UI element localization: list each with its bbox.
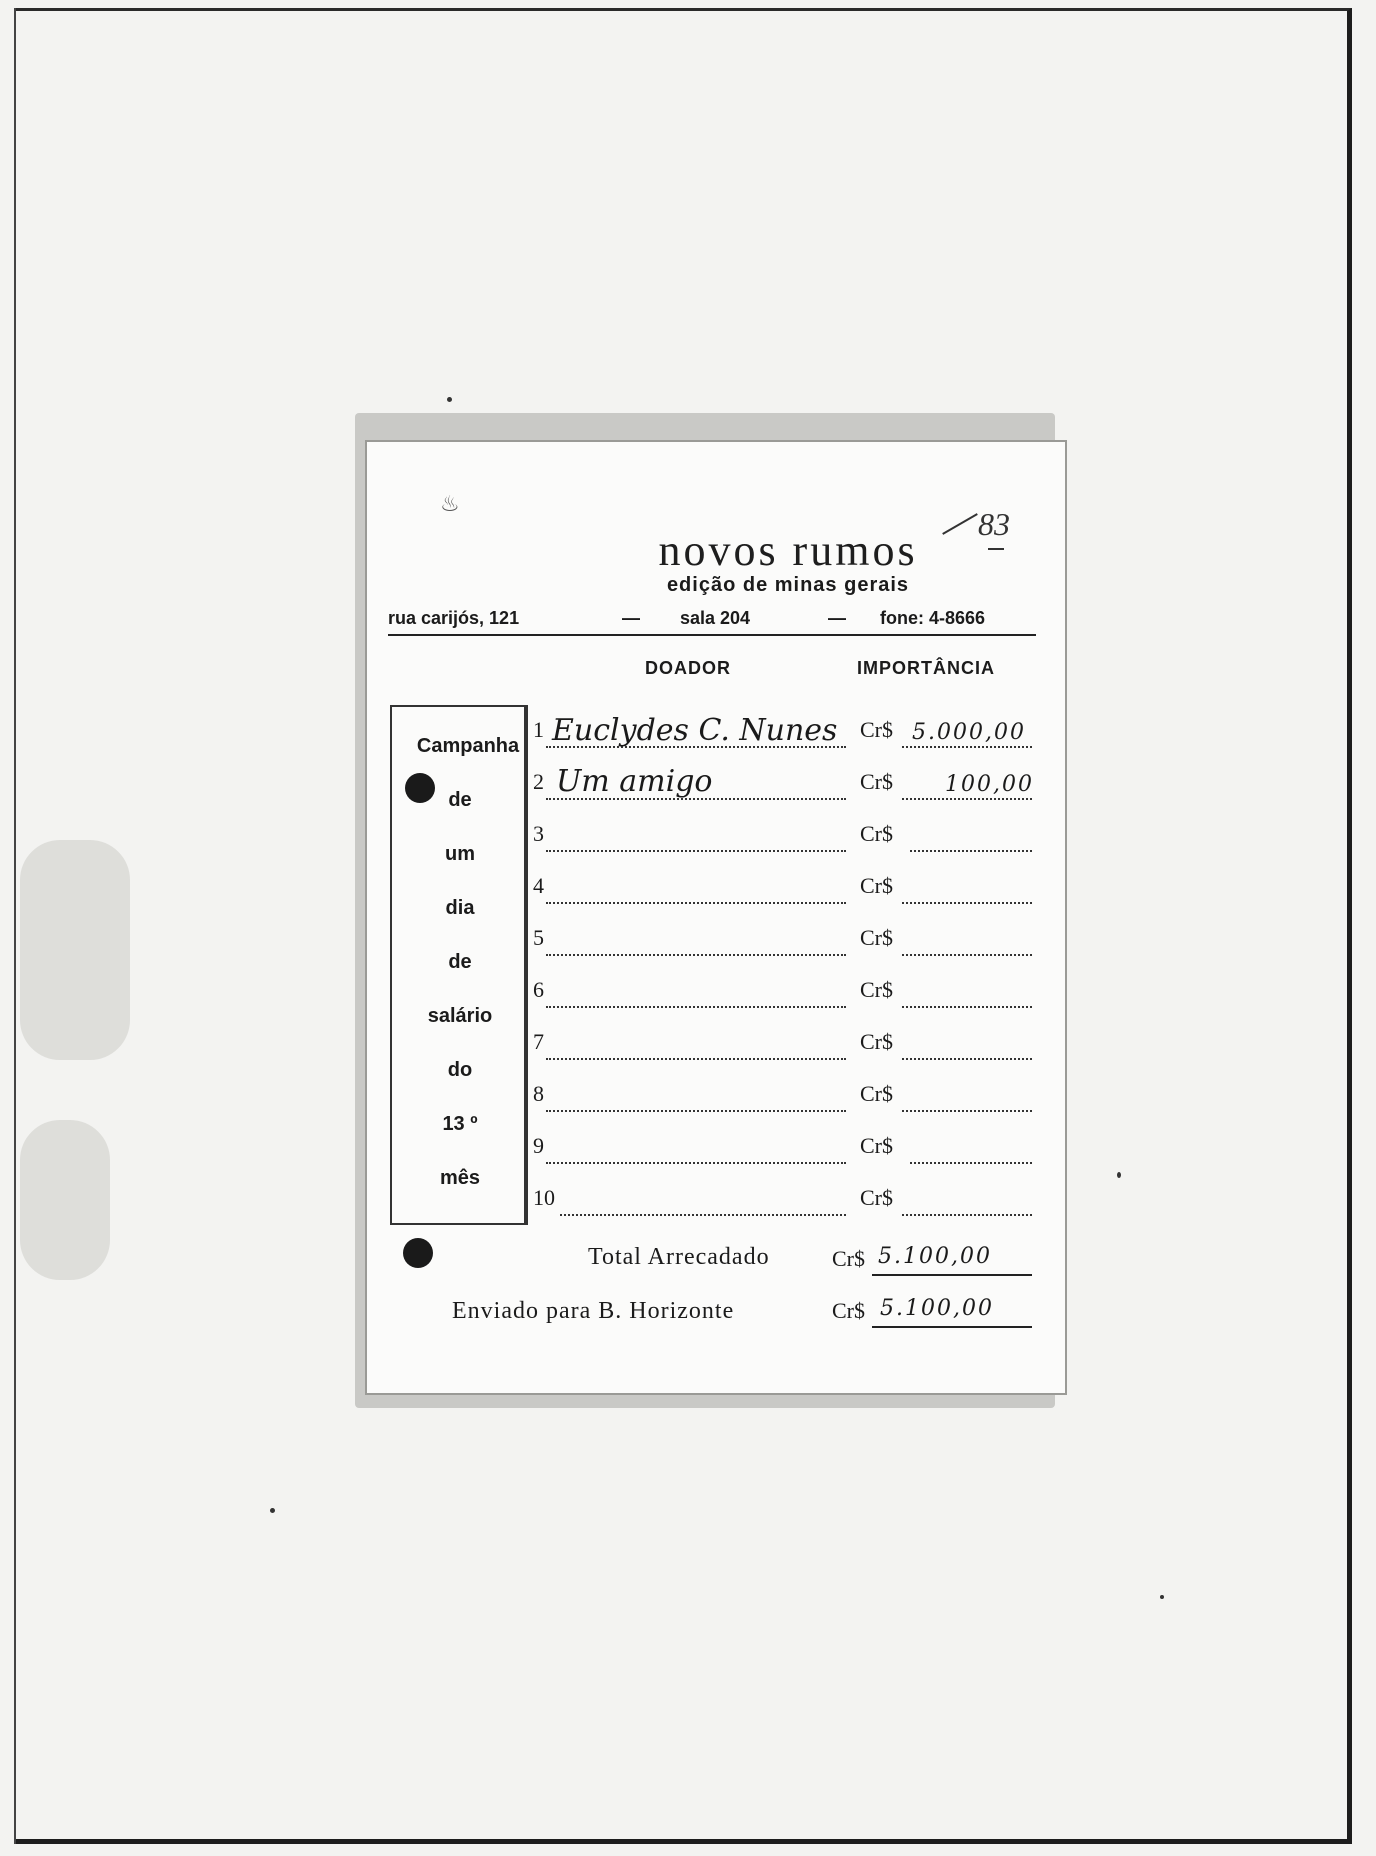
currency-label: Cr$ — [860, 977, 893, 1002]
publication-title: novos rumos — [658, 526, 918, 575]
row-number: 2 — [533, 769, 544, 794]
currency-label: Cr$ — [860, 1185, 893, 1210]
donor-line — [546, 954, 846, 956]
scan-speck — [1160, 1595, 1164, 1599]
separator: — — [622, 608, 640, 628]
donor-column-header: DOADOR — [645, 658, 731, 678]
amount-line — [910, 850, 1032, 852]
row-number: 6 — [533, 977, 544, 1002]
scan-speck — [270, 1508, 275, 1513]
currency-label: Cr$ — [832, 1298, 865, 1323]
amount-line — [902, 798, 1032, 800]
column-divider — [526, 705, 528, 1225]
row-number: 3 — [533, 821, 544, 846]
campaign-word: Campanha — [416, 735, 520, 757]
campaign-word: salário — [427, 1005, 493, 1027]
donor-line — [546, 1162, 846, 1164]
currency-label: Cr$ — [832, 1246, 865, 1271]
row-number: 7 — [533, 1029, 544, 1054]
donor-line — [546, 850, 846, 852]
total-collected-line — [872, 1274, 1032, 1276]
campaign-word: de — [448, 789, 472, 811]
row-number: 9 — [533, 1133, 544, 1158]
donor-line — [560, 1214, 846, 1216]
amount-line — [910, 1162, 1032, 1164]
amount-handwritten: 5.000,00 — [912, 720, 1026, 745]
punch-hole — [403, 1238, 433, 1268]
stamp-mark: ♨ — [440, 492, 460, 517]
amount-line — [902, 954, 1032, 956]
scan-smudge — [20, 1120, 110, 1280]
amount-line — [902, 746, 1032, 748]
donor-line — [546, 1006, 846, 1008]
address-line — [388, 606, 1036, 636]
punch-hole — [405, 773, 435, 803]
sent-label: Enviado para B. Horizonte — [452, 1298, 735, 1324]
separator: — — [828, 608, 846, 628]
currency-label: Cr$ — [860, 925, 893, 950]
campaign-word: um — [445, 843, 475, 865]
amount-line — [902, 1006, 1032, 1008]
page-number-dash — [988, 548, 1004, 550]
amount-line — [902, 1214, 1032, 1216]
donor-line — [546, 902, 846, 904]
row-number: 10 — [533, 1185, 555, 1210]
amount-line — [902, 902, 1032, 904]
row-number: 8 — [533, 1081, 544, 1106]
donor-line — [546, 1058, 846, 1060]
currency-label: Cr$ — [860, 1029, 893, 1054]
currency-label: Cr$ — [860, 873, 893, 898]
donor-handwritten: Um amigo — [556, 764, 713, 799]
campaign-word: mês — [439, 1167, 481, 1189]
scan-speck — [447, 397, 452, 402]
donor-line — [546, 1110, 846, 1112]
total-collected-value: 5.100,00 — [878, 1244, 992, 1269]
amount-line — [902, 1058, 1032, 1060]
scan-speck — [1117, 1172, 1121, 1178]
currency-label: Cr$ — [860, 769, 893, 794]
row-number: 1 — [533, 717, 544, 742]
campaign-word: 13 º — [442, 1113, 478, 1135]
scan-smudge — [20, 840, 130, 1060]
currency-label: Cr$ — [860, 821, 893, 846]
scan-frame-left-edge — [14, 8, 16, 1844]
edition-subtitle: edição de minas gerais — [666, 574, 910, 596]
sent-value: 5.100,00 — [880, 1296, 994, 1321]
total-collected-label: Total Arrecadado — [588, 1244, 770, 1270]
currency-label: Cr$ — [860, 1133, 893, 1158]
campaign-word: do — [447, 1059, 473, 1081]
room-number: sala 204 — [680, 608, 751, 628]
campaign-word: dia — [445, 897, 475, 919]
page-number: 83 — [978, 506, 1010, 542]
currency-label: Cr$ — [860, 717, 893, 742]
sent-line — [872, 1326, 1032, 1328]
row-number: 4 — [533, 873, 544, 898]
street-address: rua carijós, 121 — [388, 608, 520, 628]
amount-column-header: IMPORTÂNCIA — [857, 658, 995, 678]
currency-label: Cr$ — [860, 1081, 893, 1106]
phone-number: fone: 4-8666 — [880, 608, 986, 628]
campaign-word: de — [448, 951, 472, 973]
donor-handwritten: Euclydes C. Nunes — [552, 713, 838, 748]
row-number: 5 — [533, 925, 544, 950]
amount-handwritten: 100,00 — [945, 772, 1034, 797]
amount-line — [902, 1110, 1032, 1112]
